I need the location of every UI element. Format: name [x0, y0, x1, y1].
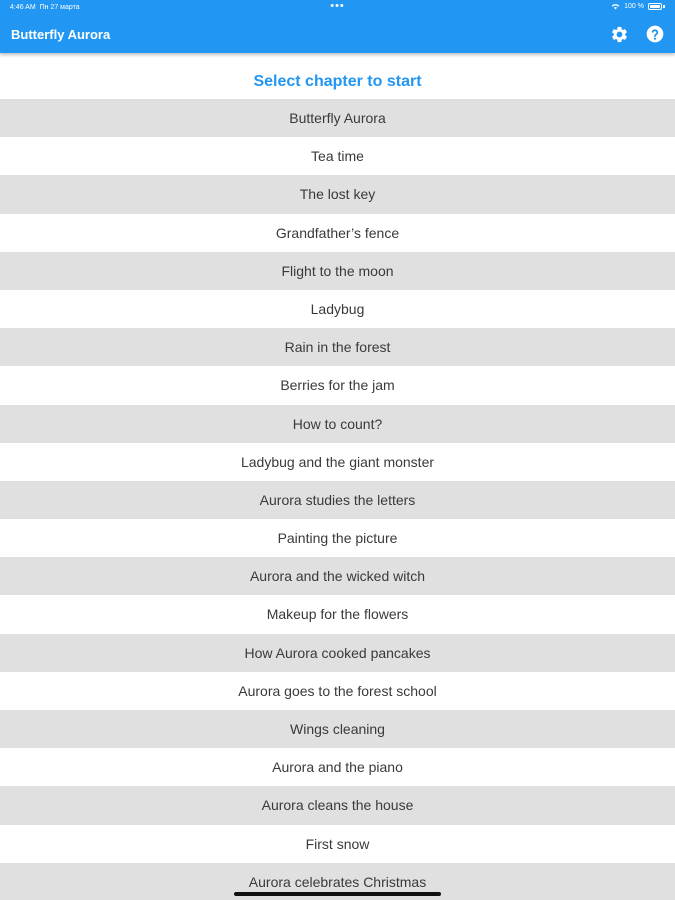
chapter-item[interactable]: Flight to the moon — [0, 252, 675, 290]
chapter-item[interactable]: Aurora studies the letters — [0, 481, 675, 519]
chapter-item[interactable]: Aurora and the wicked witch — [0, 557, 675, 595]
chapter-heading: Select chapter to start — [0, 53, 675, 99]
app-actions — [609, 24, 665, 44]
chapter-item[interactable]: Berries for the jam — [0, 366, 675, 404]
battery-icon — [648, 3, 662, 10]
gear-icon — [610, 25, 629, 44]
chapter-item[interactable]: First snow — [0, 825, 675, 863]
chapter-item[interactable]: Grandfather’s fence — [0, 214, 675, 252]
chapter-item[interactable]: Butterfly Aurora — [0, 99, 675, 137]
question-circle-icon — [645, 24, 665, 44]
help-button[interactable] — [645, 24, 665, 44]
chapter-item[interactable]: Aurora celebrates Christmas — [0, 863, 675, 900]
battery-percent: 100 % — [624, 3, 644, 10]
chapter-item[interactable]: Tea time — [0, 137, 675, 175]
chapter-item[interactable]: Aurora cleans the house — [0, 786, 675, 824]
chapter-item[interactable]: Rain in the forest — [0, 328, 675, 366]
status-bar — [0, 0, 675, 16]
status-time — [10, 4, 80, 11]
app-title: Butterfly Aurora — [11, 27, 111, 42]
battery-cap — [663, 5, 665, 8]
wifi-icon — [611, 3, 620, 10]
status-indicators — [611, 3, 665, 10]
chapter-item[interactable]: Painting the picture — [0, 519, 675, 557]
chapter-item[interactable]: Aurora goes to the forest school — [0, 672, 675, 710]
chapter-item[interactable]: Wings cleaning — [0, 710, 675, 748]
chapter-item[interactable]: Ladybug and the giant monster — [0, 443, 675, 481]
settings-button[interactable] — [609, 24, 629, 44]
chapter-item[interactable]: Aurora and the piano — [0, 748, 675, 786]
app-bar — [0, 16, 675, 53]
chapter-item[interactable]: Makeup for the flowers — [0, 595, 675, 633]
multitasking-dots[interactable]: ••• — [330, 0, 345, 12]
chapter-item[interactable]: How Aurora cooked pancakes — [0, 634, 675, 672]
home-indicator[interactable] — [234, 892, 441, 896]
chapter-item[interactable]: Ladybug — [0, 290, 675, 328]
chapter-list — [0, 99, 675, 900]
chapter-item[interactable]: How to count? — [0, 405, 675, 443]
status-clock: 4:46 AM — [10, 4, 36, 11]
top-bar — [0, 0, 675, 53]
chapter-screen — [0, 53, 675, 900]
status-date: Пн 27 марта — [39, 4, 80, 11]
chapter-item[interactable]: The lost key — [0, 175, 675, 213]
